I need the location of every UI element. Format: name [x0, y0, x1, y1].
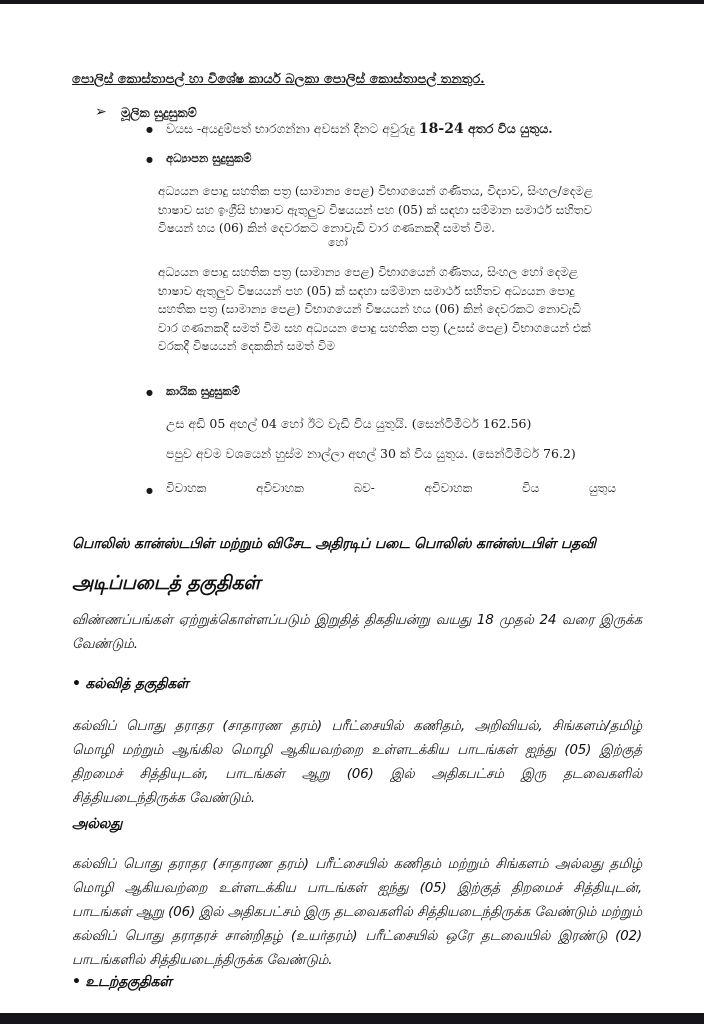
bullet-icon: ●: [146, 155, 153, 164]
sinhala-title: පොලිස් කොස්තාපල් හා විශේෂ කාර්ය බලකා පොලිස් කොස්තාපල් තනතුර.: [72, 72, 485, 87]
physical-heading-si: කායික සුදුසුකම්: [166, 384, 240, 398]
document-page: [0, 4, 704, 1013]
marital-status-requirement: විවාහක අවිවාහක බව- අවිවාහක විය යුතුය: [166, 481, 616, 495]
bullet-icon: ●: [146, 486, 153, 495]
physical-heading-ta: • உடற்தகுதிகள்: [72, 974, 172, 990]
education-option-1: අධ්‍යයන පොදු සහතික පත්‍ර (සාමාන්‍ය පෙළ) විභාගයෙන් ගණිතය, විද්‍යාව, සිංහල/දෙමළ භාෂාව සහ ඉංග්‍රීසි භාෂාව ඇතුලුව විෂයයන් පහ (05) ක් සඳහා සම්මාන සමාර්ථ සහිතව විෂයන් හය (06) කින් දෙවරකට නොවැඩි වාර ගණනකදී සමත් විම.: [158, 184, 593, 235]
basic-qualifications-heading-ta: அடிப்படைத் தகுதிகள்: [72, 572, 261, 594]
height-requirement: උස අඩි 05 අඟල් 04 හෝ ඊට වැඩි විය යුතුයි. (සෙන්ටිමීටර් 162.56): [166, 416, 532, 431]
age-text-before: වයස -අයදුම්පත් භාරගන්නා අවසන් දිනට අවුරුදු: [166, 121, 419, 136]
education-heading-ta: • கல்வித் தகுதிகள்: [72, 676, 189, 692]
basic-qualifications-heading: මූලික සුදුසුකම්: [121, 105, 197, 120]
tamil-title: பொலிஸ் கான்ஸ்டபிள் மற்றும் விசேட அதிரடிப் படை பொலிஸ் கான்ஸ்டபிள் பதவி: [72, 536, 596, 552]
age-paragraph-ta: விண்ணப்பங்கள் ஏற்றுக்கொள்ளப்படும் இறுதித் திகதியன்று வயது 18 முதல் 24 வரை இருக்க வேண்டும்.: [72, 612, 642, 652]
arrow-bullet-icon: ➢: [95, 104, 107, 120]
or-label-si: හෝ: [328, 236, 348, 249]
bottom-dark-band: [0, 1013, 704, 1024]
age-range: 18-24: [418, 121, 464, 137]
education-paragraph-1-ta: கல்விப் பொது தராதர (சாதாரண தரம்) பரீட்சையில் கணிதம், அறிவியல், சிங்களம்/தமிழ் மொழி மற்றும் ஆங்கில மொழி ஆகியவற்றை உள்ளடக்கிய பாடங்கள் ஐந்து (05) இற்குத் திறமைச் சித்தியுடன், பாடங்கள் ஆறு (06) இல் அதிகபட்சம் இரு தடவைகளில் சித்தியடைந்திருக்க வேண்டும்.: [72, 718, 642, 806]
education-paragraph-2-ta: கல்விப் பொது தராதர (சாதாரண தரம்) பரீட்சையில் கணிதம் மற்றும் சிங்களம் அல்லது தமிழ் மொழி ஆகியவற்றை உள்ளடக்கிய பாடங்கள் ஐந்து (05) இற்குத் திறமைச் சித்தியுடன், பாடங்கள் ஆறு (06) இல் அதிகபட்சம் இரு தடவைகளில் சித்தியடைந்திருக்க வேண்டும் மற்றும் கல்விப் பொது தராதரச் சான்றிதழ் (உயர்தரம்) பரீட்சையில் ஒரே தடவையில் இரண்டு (02) பாடங்களில் சித்தியடைந்திருக்க வேண்டும்.: [72, 856, 642, 968]
or-heading-ta: அல்லது: [72, 816, 123, 832]
bullet-icon: ●: [146, 125, 153, 134]
age-requirement: [166, 121, 553, 137]
bullet-icon: ●: [146, 388, 153, 397]
chest-requirement: පපුව අවම වශයෙන් හුස්ම නාල්ලා අඟල් 30 ක් විය යුතුය. (සෙන්ටිමීටර් 76.2): [166, 446, 576, 461]
education-option-2: අධ්‍යයන පොදු සහතික පත්‍ර (සාමාන්‍ය පෙළ) විභාගයෙන් ගණිතය, සිංහල හෝ දෙමළ භාෂාව ඇතුලුව විෂයයන් පහ (05) ක් සඳහා සම්මාන සමාර්ථ සහිතව අධ්‍යයන පොදු සහතික පත්‍ර (සාමාන්‍ය පෙළ) විභාගයෙන් විෂයයන් හය (06) කින් දෙවරකට නොවැඩි වාර ගණනකදී සමත් විම සහ අධ්‍යයන පොදු සහතික පත්‍ර (උසස් පෙළ) විභාගයෙන් එක් වරකදී විෂයයන් දෙකකින් සමත් විම: [158, 265, 591, 353]
education-heading-si: අධ්‍යාපන සුදුසුකම්: [166, 151, 252, 165]
age-text-after: අතර විය යුතුය.: [463, 121, 553, 136]
